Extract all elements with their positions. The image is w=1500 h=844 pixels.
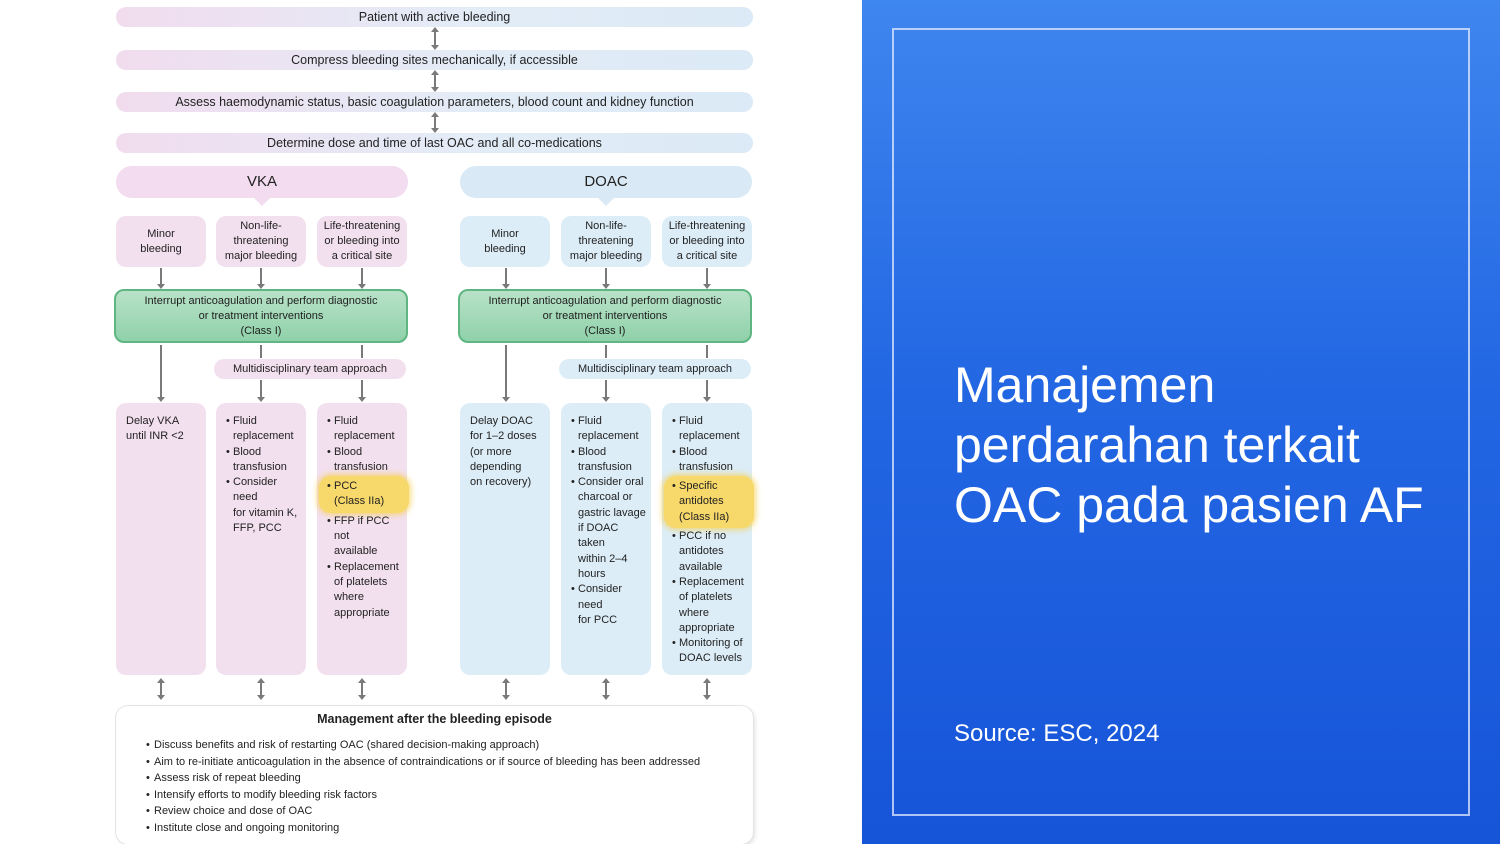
doac-critical-bleeding: Life-threatening or bleeding into a critical site xyxy=(662,216,752,267)
arrow xyxy=(361,380,363,398)
arrow xyxy=(361,682,363,696)
step-patient-bleeding: Patient with active bleeding xyxy=(116,7,753,27)
arrow xyxy=(160,682,162,696)
arrow xyxy=(605,345,607,358)
slide-title: Manajemen perdarahan terkait OAC pada pasien AF xyxy=(954,357,1424,533)
list-item: • Replacement of platelets where appropriate xyxy=(672,575,748,636)
arrow xyxy=(160,268,162,285)
vka-minor-action-text: Delay VKA until INR <2 xyxy=(126,415,184,443)
arrow xyxy=(260,268,262,285)
arrow xyxy=(605,380,607,398)
list-item: • Discuss benefits and risk of restarting OAC (shared decision-making approach) xyxy=(146,737,746,754)
list-item: • Consider need for vitamin K, FFP, PCC xyxy=(226,475,302,536)
arrow xyxy=(505,682,507,696)
doac-critical-action xyxy=(662,403,752,675)
step-assess: Assess haemodynamic status, basic coagulation parameters, blood count and kidney function xyxy=(116,92,753,112)
list-item: • Replacement of platelets where appropriate xyxy=(327,560,403,621)
list-item: • PCC if no antidotes available xyxy=(672,529,748,575)
list-item: • Blood transfusion xyxy=(226,445,302,476)
doac-minor-action xyxy=(460,403,550,675)
title-panel xyxy=(862,0,1500,844)
arrow xyxy=(505,345,507,398)
list-item: • Consider need for PCC xyxy=(571,582,647,628)
arrow xyxy=(361,345,363,358)
list-item: • Review choice and dose of OAC xyxy=(146,803,746,820)
highlighted-item: • PCC (Class IIa) xyxy=(319,476,409,513)
list-item: • Fluid replacement xyxy=(327,414,403,445)
list-item: • Fluid replacement xyxy=(571,414,647,445)
doac-major-bleeding: Non-life- threatening major bleeding xyxy=(561,216,651,267)
list-item: • Consider oral charcoal or gastric lavage if DOAC taken within 2–4 hours xyxy=(571,475,647,582)
vka-minor-action xyxy=(116,403,206,675)
arrow xyxy=(505,268,507,285)
step-compress: Compress bleeding sites mechanically, if accessible xyxy=(116,50,753,70)
arrow xyxy=(361,268,363,285)
arrow xyxy=(605,682,607,696)
vka-major-bleeding: Non-life- threatening major bleeding xyxy=(216,216,306,267)
arrow xyxy=(434,116,436,129)
arrow xyxy=(260,682,262,696)
vka-minor-bleeding: Minor bleeding xyxy=(116,216,206,267)
vka-major-action xyxy=(216,403,306,675)
doac-multidisciplinary: Multidisciplinary team approach xyxy=(559,359,751,379)
doac-header: DOAC xyxy=(460,166,752,198)
list-item: • Fluid replacement xyxy=(226,414,302,445)
vka-header: VKA xyxy=(116,166,408,198)
list-item: • Fluid replacement xyxy=(672,414,748,445)
arrow xyxy=(434,31,436,46)
step-determine-dose: Determine dose and time of last OAC and all co-medications xyxy=(116,133,753,153)
source-citation: Source: ESC, 2024 xyxy=(954,720,1160,747)
arrow xyxy=(605,268,607,285)
arrow xyxy=(706,345,708,358)
list-item: • FFP if PCC not available xyxy=(327,514,403,560)
list-item: • Blood transfusion xyxy=(571,445,647,476)
list-item: • Intensify efforts to modify bleeding risk factors xyxy=(146,787,746,804)
management-box xyxy=(116,706,753,844)
vka-critical-action xyxy=(317,403,407,675)
arrow xyxy=(434,74,436,88)
arrow xyxy=(706,268,708,285)
list-item: • Assess risk of repeat bleeding xyxy=(146,770,746,787)
list-item: • Monitoring of DOAC levels xyxy=(672,636,748,667)
arrow xyxy=(160,345,162,398)
highlighted-item: • Specific antidotes (Class IIa) xyxy=(664,476,754,528)
list-item: • Blood transfusion xyxy=(327,445,403,476)
vka-critical-bleeding: Life-threatening or bleeding into a critical site xyxy=(317,216,407,267)
list-item: • Blood transfusion xyxy=(672,445,748,476)
doac-minor-bleeding: Minor bleeding xyxy=(460,216,550,267)
vka-interrupt-box: Interrupt anticoagulation and perform diagnostic or treatment interventions (Class I) xyxy=(114,289,408,343)
management-title: Management after the bleeding episode xyxy=(317,712,552,726)
arrow xyxy=(260,380,262,398)
doac-major-action xyxy=(561,403,651,675)
list-item: • Institute close and ongoing monitoring xyxy=(146,820,746,837)
list-item: • Aim to re-initiate anticoagulation in the absence of contraindications or if source of bleeding has been addressed xyxy=(146,754,746,771)
arrow xyxy=(706,682,708,696)
doac-minor-action-text: Delay DOAC for 1–2 doses (or more depending on recovery) xyxy=(470,415,537,489)
arrow xyxy=(706,380,708,398)
doac-interrupt-box: Interrupt anticoagulation and perform diagnostic or treatment interventions (Class I) xyxy=(458,289,752,343)
vka-multidisciplinary: Multidisciplinary team approach xyxy=(214,359,406,379)
arrow xyxy=(260,345,262,358)
